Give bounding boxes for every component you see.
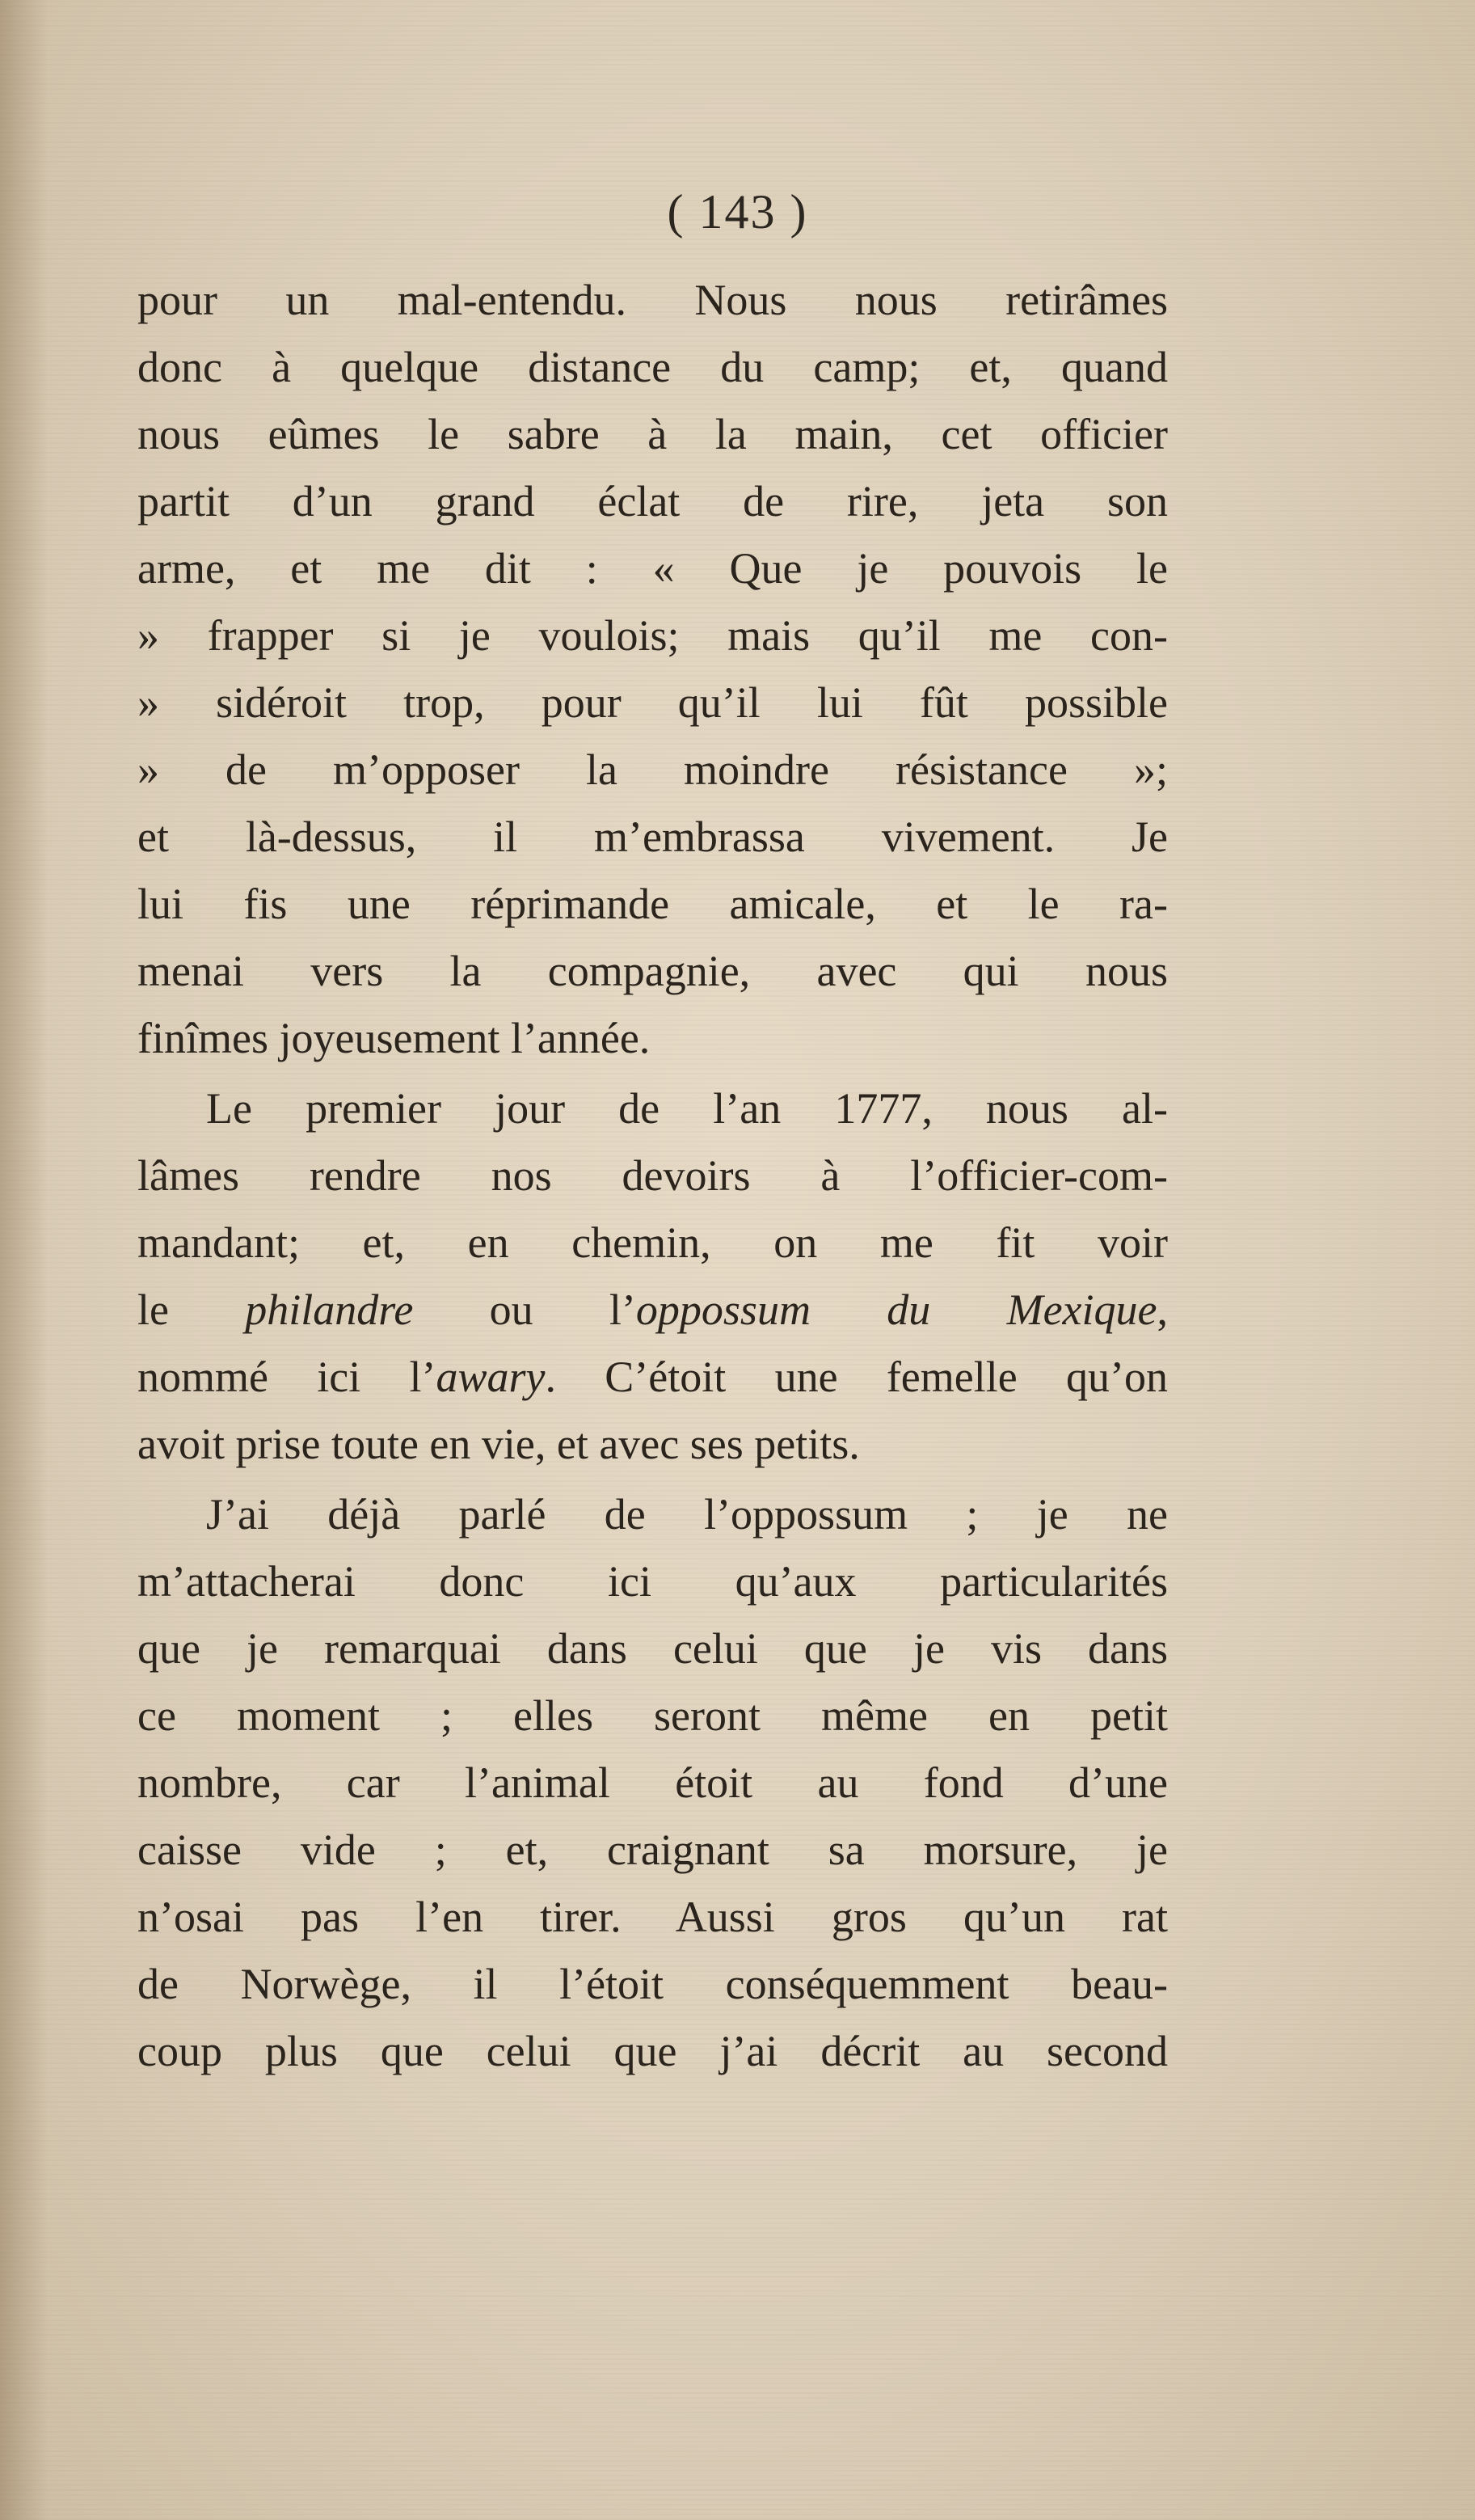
text-line: ce moment ; elles seront même en petit — [137, 1691, 1168, 1740]
text-line: et là-dessus, il m’embrassa vivement. Je — [137, 813, 1168, 861]
text-line: coup plus que celui que j’ai décrit au second — [137, 2027, 1168, 2075]
text-line: lâmes rendre nos devoirs à l’officier-com- — [137, 1151, 1168, 1200]
paragraph-end-line: avoit prise toute en vie, et avec ses petits. — [137, 1420, 860, 1468]
text-line: mandant; et, en chemin, on me fit voir — [137, 1218, 1168, 1267]
paragraph-start-line: J’ai déjà parlé de l’oppossum ; je ne — [206, 1490, 1168, 1539]
text-line: nous eûmes le sabre à la main, cet officier — [137, 410, 1168, 458]
text-run: nommé ici l’ — [137, 1353, 436, 1401]
text-line: pour un mal-entendu. Nous nous retirâmes — [137, 276, 1168, 324]
text-line: que je remarquai dans celui que je vis dans — [137, 1624, 1168, 1673]
text-line: menai vers la compagnie, avec qui nous — [137, 947, 1168, 995]
paragraph-start-line: Le premier jour de l’an 1777, nous al- — [206, 1084, 1168, 1133]
text-line: » frapper si je voulois; mais qu’il me con- — [137, 611, 1168, 660]
italic-term: philandre — [245, 1285, 414, 1334]
text-line: donc à quelque distance du camp; et, quand — [137, 343, 1168, 391]
italic-term: oppossum du Mexique — [635, 1285, 1157, 1334]
text-run: ou l’ — [413, 1285, 636, 1334]
paragraph-end-line: finîmes joyeusement l’année. — [137, 1014, 651, 1062]
text-line: m’attacherai donc ici qu’aux particularités — [137, 1557, 1168, 1606]
page-gutter-shadow — [0, 0, 48, 2520]
text-line: caisse vide ; et, craignant sa morsure, je — [137, 1826, 1168, 1874]
text-line: » de m’opposer la moindre résistance »; — [137, 745, 1168, 794]
page-number: ( 143 ) — [667, 185, 808, 238]
text-run: . C’étoit une femelle qu’on — [545, 1353, 1168, 1401]
text-line-with-italics — [137, 1344, 1168, 1411]
text-line: n’osai pas l’en tirer. Aussi gros qu’un rat — [137, 1893, 1168, 1941]
text-line: partit d’un grand éclat de rire, jeta son — [137, 477, 1168, 526]
body-text — [137, 267, 1168, 2085]
italic-term: awary — [436, 1353, 546, 1401]
text-line: nombre, car l’animal étoit au fond d’une — [137, 1758, 1168, 1807]
text-line: » sidéroit trop, pour qu’il lui fût possible — [137, 678, 1168, 727]
text-line-with-italics — [137, 1277, 1168, 1344]
text-line: arme, et me dit : « Que je pouvois le — [137, 544, 1168, 593]
text-run: , — [1157, 1285, 1168, 1334]
text-run: le — [137, 1285, 246, 1334]
text-line: lui fis une réprimande amicale, et le ra- — [137, 880, 1168, 928]
text-line: de Norwège, il l’étoit conséquemment beau- — [137, 1960, 1168, 2008]
